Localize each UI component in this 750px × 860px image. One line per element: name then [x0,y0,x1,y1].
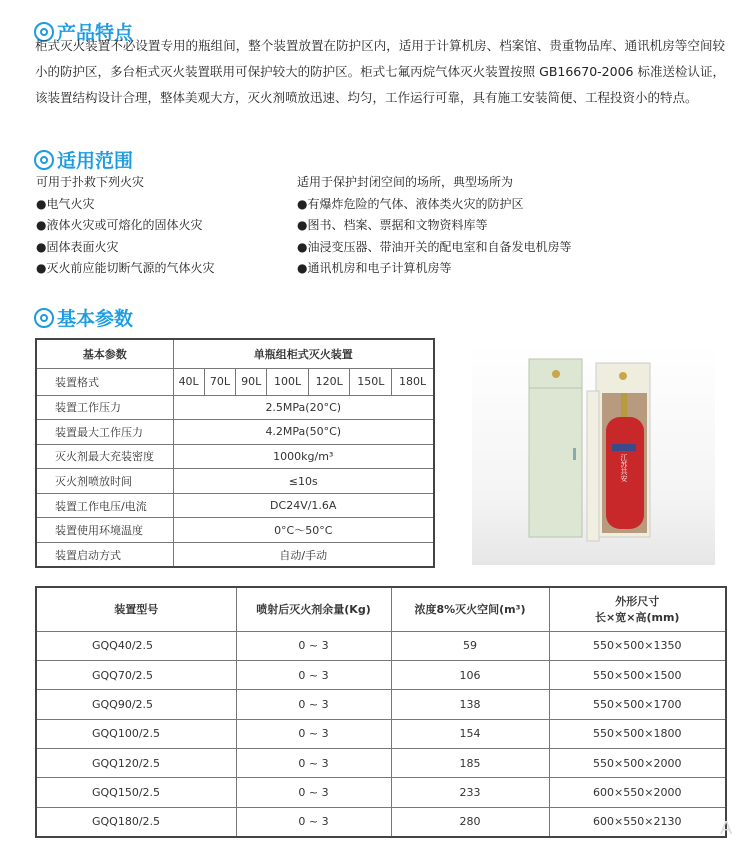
table-row [36,493,434,518]
row-label: 装置最大工作压力 [36,420,173,445]
table-row [36,660,726,689]
row-value: DC24V/1.6A [173,493,434,518]
table-cell: 0 ~ 3 [236,660,391,689]
table-cell: 185 [391,749,549,778]
table-row [36,395,434,420]
table-cell: 550×500×1800 [549,719,726,748]
table-cell: 138 [391,690,549,719]
cylinder-label: 江苏共安 [620,454,628,482]
row-value: 自动/手动 [173,543,434,568]
table-row [36,469,434,494]
row-label: 灭火剂最大充装密度 [36,444,173,469]
row-label: 灭火剂喷放时间 [36,469,173,494]
table-row [36,719,726,748]
row-label: 装置启动方式 [36,543,173,568]
table-cell: 550×500×1700 [549,690,726,719]
table-cell: 550×500×1500 [549,660,726,689]
row-value: 2.5MPa(20°C) [173,395,434,420]
header-cell: 装置型号 [36,587,236,631]
table-cell: 0 ~ 3 [236,719,391,748]
table-row [36,518,434,543]
table-cell: 0 ~ 3 [236,690,391,719]
row-value: ≤10s [173,469,434,494]
table-row [36,778,726,807]
scope-left-list [36,172,214,280]
table-cell: GQQ120/2.5 [36,749,236,778]
row-value: 1000kg/m³ [173,444,434,469]
list-item: ●液体火灾或可熔化的固体火灾 [36,218,203,233]
header-cell: 浓度8%灭火空间(m³) [391,587,549,631]
header-cell: 喷射后灭火剂余量(Kg) [236,587,391,631]
table-header-row [36,587,726,631]
row-label: 装置工作电压/电流 [36,493,173,518]
title-text: 适用范围 [57,150,134,172]
table-row [36,420,434,445]
table-row [36,690,726,719]
list-intro: 可用于扑救下列火灾 [36,175,145,189]
list-intro: 适用于保护封闭空间的场所，典型场所为 [297,175,514,189]
format-cell: 150L [350,368,392,395]
table-cell: 0 ~ 3 [236,749,391,778]
table-cell: 550×500×1350 [549,631,726,660]
table-cell: GQQ70/2.5 [36,660,236,689]
header-cell: 外形尺寸 长×宽×高(mm) [549,587,726,631]
table-cell: 0 ~ 3 [236,807,391,836]
params-table [35,338,435,568]
table-row [36,807,726,836]
table-header-row [36,339,434,368]
circle-bullet-icon [34,150,54,170]
table-cell: 0 ~ 3 [236,778,391,807]
title-text: 产品特点 [57,22,134,44]
table-cell: 154 [391,719,549,748]
table-cell: GQQ100/2.5 [36,719,236,748]
table-row [36,444,434,469]
list-item: ●有爆炸危险的气体、液体类火灾的防护区 [297,196,524,211]
format-cell: 180L [392,368,434,395]
table-cell: GQQ40/2.5 [36,631,236,660]
table-cell: GQQ150/2.5 [36,778,236,807]
table-cell: 106 [391,660,549,689]
scope-right-list [297,172,571,280]
table-cell: GQQ90/2.5 [36,690,236,719]
header-cell: 单瓶组柜式灭火装置 [173,339,434,368]
table-cell: 600×550×2130 [549,807,726,836]
row-label: 装置格式 [36,368,173,395]
list-item: ●通讯机房和电子计算机房等 [297,261,452,276]
format-cell: 90L [236,368,267,395]
circle-bullet-icon [34,308,54,328]
table-cell: 600×550×2000 [549,778,726,807]
row-value: 0°C～50°C [173,518,434,543]
list-item: ●灭火前应能切断气源的气体火灾 [36,261,215,276]
table-cell: GQQ180/2.5 [36,807,236,836]
header-cell: 基本参数 [36,339,173,368]
table-cell: 59 [391,631,549,660]
features-paragraph: 柜式灭火装置不必设置专用的瓶组间，整个装置放置在防护区内，适用于计算机房、档案馆、贵重物品库、通讯机房等空间较小的防护区，多台柜式灭火装置联用可保护较大的防护区。柜式七氟丙烷气体灭火装置按照 GB16670-2006 标准送检认证，该装置结构设计合理，整体美观大方，灭火剂喷放迅速、均匀，工作运行可靠，具有施工安装简便、工程投资小的特点。 [35,38,725,105]
list-item: ●图书、档案、票据和文物资料库等 [297,218,488,233]
models-table [35,586,727,838]
table-row [36,543,434,568]
row-value: 4.2MPa(50°C) [173,420,434,445]
section-title-scope [34,146,133,173]
title-text: 基本参数 [57,308,134,330]
format-cell: 70L [204,368,235,395]
list-item: ●电气火灾 [36,196,95,211]
table-row [36,631,726,660]
format-cell: 100L [267,368,309,395]
format-cell: 40L [173,368,204,395]
table-row [36,368,434,395]
row-label: 装置使用环境温度 [36,518,173,543]
table-row [36,749,726,778]
table-cell: 233 [391,778,549,807]
table-cell: 550×500×2000 [549,749,726,778]
list-item: ●油浸变压器、带油开关的配电室和自备发电机房等 [297,239,572,254]
format-cell: 120L [308,368,350,395]
watermark: A [720,818,733,839]
section-title-params [34,304,133,331]
row-label: 装置工作压力 [36,395,173,420]
list-item: ●固体表面火灾 [36,239,119,254]
table-cell: 0 ~ 3 [236,631,391,660]
table-cell: 280 [391,807,549,836]
product-photo [472,343,715,565]
